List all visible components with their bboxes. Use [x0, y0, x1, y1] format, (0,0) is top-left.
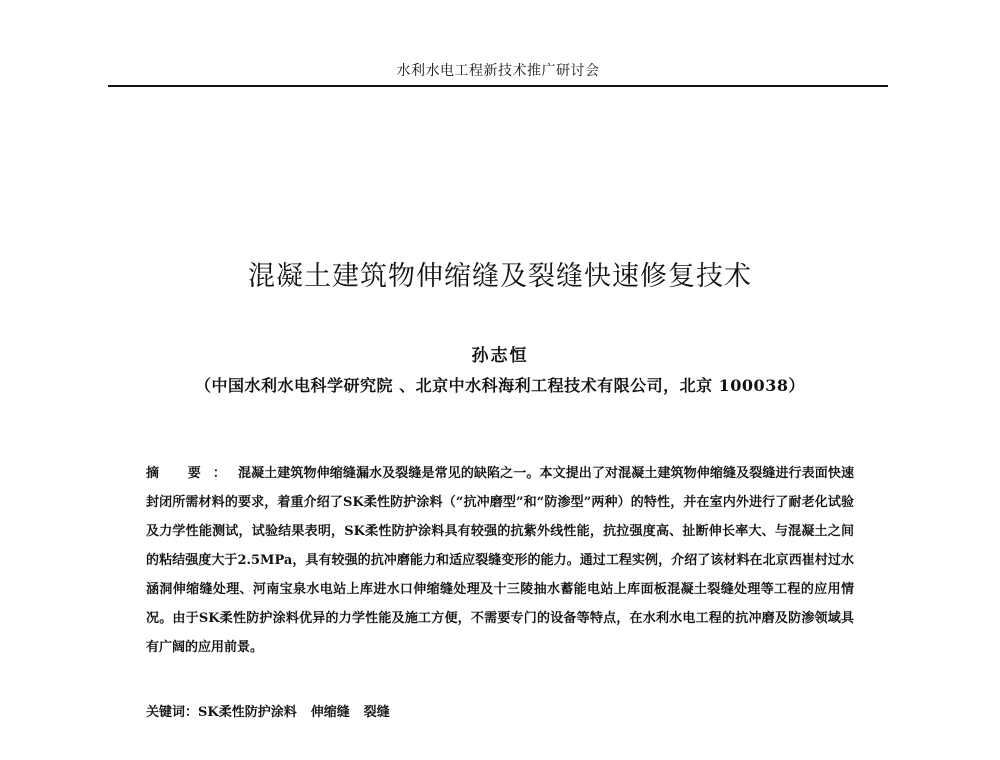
abstract-text: 混凝土建筑物伸缩缝漏水及裂缝是常见的缺陷之一。本文提出了对混凝土建筑物伸缩缝及裂缝进行表面快速封闭所需材料的要求，着重介绍了SK柔性防护涂料（“抗冲磨型”和“防渗型”两种）的特性，并在室内外进行了耐老化试验及力学性能测试，试验结果表明，SK柔性防护涂料具有较强的抗紫外线性能，抗拉强度高、扯断伸长率大、与混凝土之间的粘结强度大于2.5MPa，具有较强的抗冲磨能力和适应裂缝变形的能力。通过工程实例，介绍了该材料在北京西崔村过水涵洞伸缩缝处理、河南宝泉水电站上库进水口伸缩缝处理及十三陵抽水蓄能电站上库面板混凝土裂缝处理等工程的应用情况。由于SK柔性防护涂料优异的力学性能及施工方便，不需要专门的设备等特点，在水利水电工程的抗冲磨及防渗领域具有广阔的应用前景。 [146, 466, 854, 655]
abstract-label: 摘 要： [146, 466, 238, 481]
keywords [146, 703, 854, 723]
keyword-item: 伸缩缝 [310, 705, 350, 720]
keyword-item: 裂缝 [363, 705, 390, 720]
paper-title: 混凝土建筑物伸缩缝及裂缝快速修复技术 [248, 261, 752, 292]
affiliation: （中国水利水电科学研究院 、北京中水科海利工程技术有限公司，北京 100038） [195, 376, 805, 395]
keywords-label: 关键词： [146, 705, 199, 720]
abstract [146, 459, 854, 662]
running-head: 水利水电工程新技术推广研讨会 [396, 63, 600, 79]
author-name: 孙志恒 [471, 346, 529, 366]
header-rule [108, 85, 888, 87]
keyword-item: SK柔性防护涂料 [198, 705, 297, 720]
